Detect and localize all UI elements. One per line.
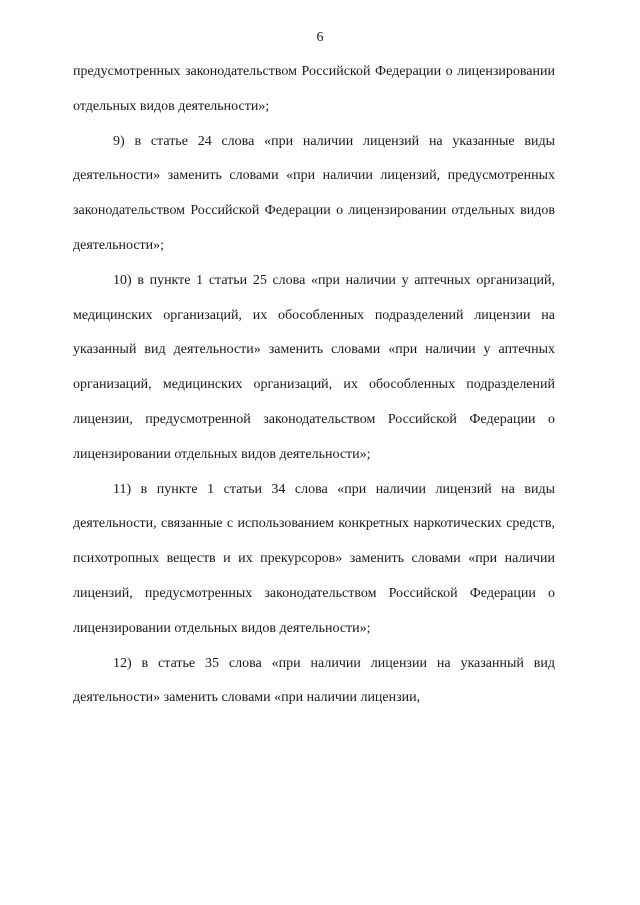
paragraph-item-12: 12) в статье 35 слова «при наличии лицензии на указанный вид деятельности» заменить словами «при наличии лицензии, (73, 655, 555, 706)
paragraph-continuation: предусмотренных законодательством Российской Федерации о лицензировании отдельных видов деятельности»; (73, 64, 555, 114)
document-body (73, 55, 555, 716)
paragraph-item-9: 9) в статье 24 слова «при наличии лицензий на указанные виды деятельности» заменить словами «при наличии лицензий, предусмотренных законодательством Российской Федерации о лицензировании отдельных видов деятельности»; (73, 133, 555, 253)
paragraph-item-11: 11) в пункте 1 статьи 34 слова «при наличии лицензий на виды деятельности, связанные с использованием конкретных наркотических средств, психотропных веществ и их прекурсоров» заменить словами «при наличии лицензий, предусмотренных законодательством Российской Федерации о лицензировании отдельных видов деятельности»; (73, 481, 555, 636)
page-number: 6 (316, 30, 324, 45)
paragraph-item-10: 10) в пункте 1 статьи 25 слова «при наличии у аптечных организаций, медицинских организаций, их обособленных подразделений лицензии на указанный вид деятельности» заменить словами «при наличии у аптечных организаций, медицинских организаций, их обособленных подразделений лицензии, предусмотренной законодательством Российской Федерации о лицензировании отдельных видов деятельности»; (73, 272, 555, 462)
